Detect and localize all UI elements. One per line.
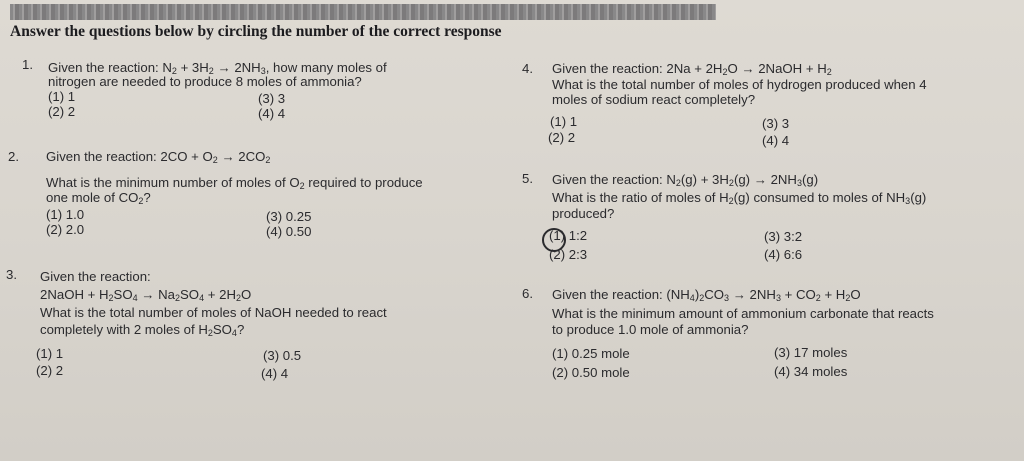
answer-option[interactable]: (3) 17 moles — [774, 345, 848, 360]
answer-option[interactable]: (3) 3:2 — [764, 229, 803, 244]
page-title: Answer the questions below by circling the number of the correct response — [10, 23, 502, 40]
question-3 — [6, 268, 496, 398]
answer-option[interactable]: (1) 1 — [550, 114, 578, 129]
answer-option[interactable]: (3) 3 — [258, 91, 286, 106]
question-line: produced? — [552, 206, 615, 221]
answer-option[interactable]: (3) 0.25 — [266, 209, 312, 224]
answer-circle-mark — [542, 228, 566, 252]
question-6 — [522, 287, 1002, 397]
question-number: 1. — [22, 57, 33, 72]
question-5 — [522, 172, 1002, 272]
question-line: completely with 2 moles of $H_2SO_4$? — [40, 322, 245, 338]
answer-option[interactable]: (4) 4 — [762, 133, 790, 148]
answer-option[interactable]: (1) 1 — [48, 89, 76, 104]
answer-option-selected[interactable]: (1) 1:2 — [549, 228, 588, 243]
answer-option[interactable]: (1) 0.25 mole — [552, 346, 630, 361]
question-line: Given the reaction: $2CO + O_2 \to 2CO_2$ — [46, 149, 271, 165]
question-line: Given the reaction: $N_2(g) + 3H_2(g) \to 2NH_3(g)$ — [552, 172, 819, 188]
question-line: to produce 1.0 mole of ammonia? — [552, 322, 749, 337]
answer-option[interactable]: (3) 3 — [762, 116, 790, 131]
page-edge-strip — [10, 4, 716, 20]
question-line: Given the reaction: — [40, 269, 151, 284]
question-line: What is the ratio of moles of $H_2(g)$ consumed to moles of $NH_3(g)$ — [552, 190, 927, 206]
question-1 — [22, 58, 492, 133]
question-line: Given the reaction: $N_2 + 3H_2 \to 2NH_3$, how many moles of — [48, 60, 387, 76]
question-line: Given the reaction: $2Na + 2H_2O$ → 2NaOH + $H_2$ — [552, 61, 832, 77]
answer-option[interactable]: (2) 2:3 — [549, 247, 588, 262]
question-line: moles of sodium react completely? — [552, 92, 756, 107]
answer-option[interactable]: (4) 4 — [261, 366, 289, 381]
question-line: nitrogen are needed to produce 8 moles of ammonia? — [48, 74, 362, 89]
question-line: one mole of $CO_2$? — [46, 190, 151, 206]
question-line: What is the minimum amount of ammonium carbonate that reacts — [552, 306, 934, 321]
question-line: What is the total number of moles of hydrogen produced when 4 — [552, 77, 927, 92]
answer-option[interactable]: (1) 1 — [36, 346, 64, 361]
answer-option[interactable]: (2) 0.50 mole — [552, 365, 630, 380]
answer-option[interactable]: (2) 2 — [48, 104, 76, 119]
answer-option[interactable]: (2) 2 — [548, 130, 576, 145]
answer-option[interactable]: (4) 4 — [258, 106, 286, 121]
question-4 — [522, 62, 1002, 162]
answer-option[interactable]: (2) 2.0 — [46, 222, 85, 237]
question-number: 6. — [522, 286, 533, 301]
answer-option[interactable]: (4) 6:6 — [764, 247, 803, 262]
chemical-equation: 2NaOH + $H_2SO_4 \to Na_2SO_4 + 2H_2O$ — [40, 287, 252, 303]
question-2 — [8, 150, 498, 245]
question-line: Given the reaction: $(NH_4)_2CO_3 \to 2NH_3 + CO_2 + H_2O$ — [552, 287, 861, 303]
question-number: 2. — [8, 149, 19, 164]
answer-option[interactable]: (1) 1.0 — [46, 207, 85, 222]
answer-option[interactable]: (2) 2 — [36, 363, 64, 378]
answer-option[interactable]: (3) 0.5 — [263, 348, 302, 363]
answer-option[interactable]: (4) 34 moles — [774, 364, 848, 379]
question-number: 4. — [522, 61, 533, 76]
answer-option[interactable]: (4) 0.50 — [266, 224, 312, 239]
question-line: What is the total number of moles of NaOH needed to react — [40, 305, 387, 320]
question-number: 5. — [522, 171, 533, 186]
question-line: What is the minimum number of moles of $O_2$ required to produce — [46, 175, 423, 191]
question-number: 3. — [6, 267, 17, 282]
